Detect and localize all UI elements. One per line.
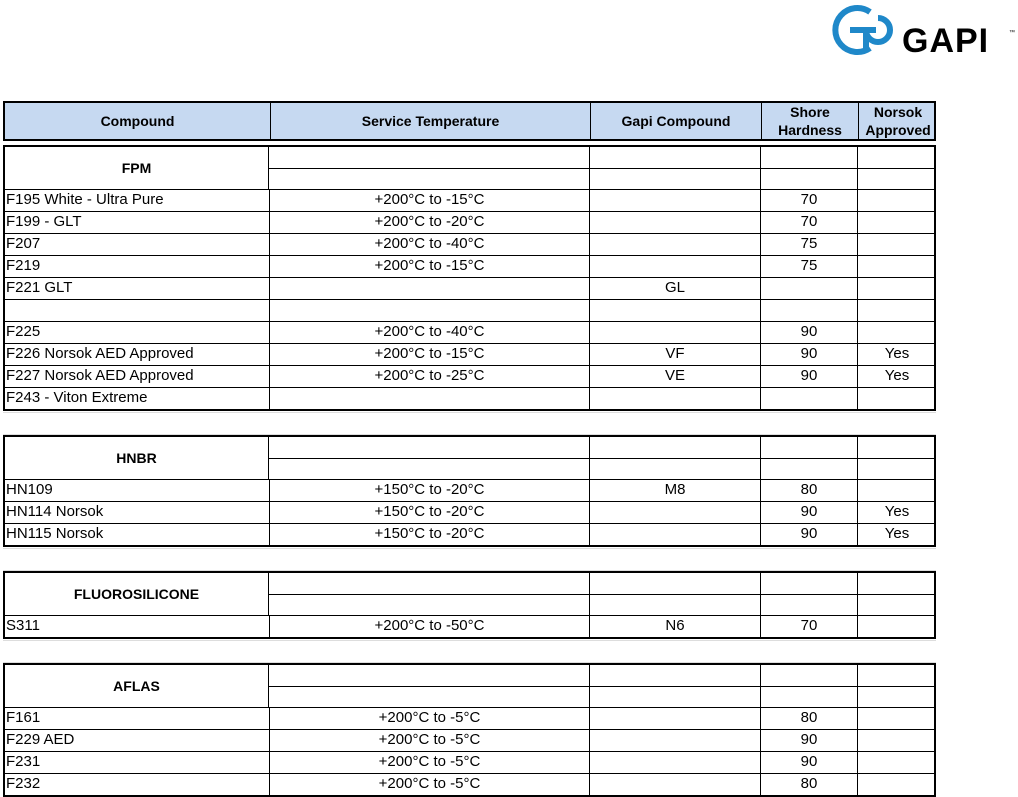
cell-compound: F199 - GLT (6, 213, 82, 230)
cell-gapi-compound (589, 502, 760, 523)
cell-shore-hardness: 70 (760, 190, 857, 211)
blank-cell (589, 687, 760, 708)
cell-shore-hardness: 90 (760, 322, 857, 343)
table-row (5, 615, 934, 637)
cell-gapi-compound (589, 190, 760, 211)
cell-gapi-compound (589, 234, 760, 255)
cell-shore-hardness: 80 (760, 480, 857, 501)
gapi-logo-mark-icon (822, 2, 902, 58)
blank-cell (269, 665, 589, 687)
blank-cell (760, 169, 857, 190)
cell-service-temperature: +200°C to -40°C (269, 234, 589, 255)
section-gap (3, 640, 936, 663)
blank-cell (857, 147, 936, 169)
cell-compound: F221 GLT (6, 279, 73, 296)
blank-cell (760, 147, 857, 169)
cell-shore-hardness: 90 (760, 344, 857, 365)
logo-trademark: ™ (1009, 30, 1015, 36)
blank-cell (857, 665, 936, 687)
gapi-logo (822, 2, 1018, 58)
blank-cell (589, 147, 760, 169)
section-header (5, 573, 934, 615)
table-row (5, 707, 934, 729)
blank-cell (857, 437, 936, 459)
blank-cell (760, 459, 857, 480)
cell-service-temperature: +150°C to -20°C (269, 502, 589, 523)
cell-service-temperature: +200°C to -5°C (269, 708, 589, 729)
cell-compound: F195 White - Ultra Pure (6, 191, 164, 208)
cell-service-temperature (269, 388, 589, 409)
cell-shore-hardness: 70 (760, 212, 857, 233)
header-compound: Compound (100, 113, 175, 129)
blank-cell (269, 437, 589, 459)
table-row (5, 321, 934, 343)
cell-service-temperature: +200°C to -15°C (269, 256, 589, 277)
cell-norsok-approved (857, 388, 936, 409)
cell-service-temperature (269, 300, 589, 321)
cell-compound: HN114 Norsok (6, 503, 104, 520)
cell-compound: F231 (6, 753, 41, 770)
cell-service-temperature (269, 278, 589, 299)
section-fpm (3, 145, 936, 411)
cell-norsok-approved (857, 234, 936, 255)
cell-compound: F219 (6, 257, 41, 274)
table-row (5, 255, 934, 277)
section-header (5, 665, 934, 707)
blank-cell (269, 595, 589, 616)
cell-gapi-compound: VE (589, 366, 760, 387)
cell-gapi-compound (589, 708, 760, 729)
cell-norsok-approved: Yes (857, 366, 936, 387)
blank-cell (269, 459, 589, 480)
section-header (5, 147, 934, 189)
section-title: AFLAS (5, 665, 269, 707)
cell-norsok-approved: Yes (857, 502, 936, 523)
header-norsok-approved: Norsok Approved (858, 103, 937, 139)
blank-cell (589, 459, 760, 480)
cell-gapi-compound (589, 752, 760, 773)
cell-gapi-compound (589, 730, 760, 751)
cell-shore-hardness: 80 (760, 774, 857, 795)
section-header (5, 437, 934, 479)
cell-compound: HN109 (6, 481, 53, 498)
cell-shore-hardness (760, 300, 857, 321)
cell-service-temperature: +200°C to -15°C (269, 344, 589, 365)
cell-service-temperature: +200°C to -5°C (269, 774, 589, 795)
blank-cell (760, 595, 857, 616)
table-row (5, 233, 934, 255)
cell-compound: F229 AED (6, 731, 75, 748)
blank-cell (589, 437, 760, 459)
cell-norsok-approved (857, 774, 936, 795)
table-row (5, 387, 934, 409)
section-title: HNBR (5, 437, 269, 479)
cell-norsok-approved (857, 300, 936, 321)
cell-shore-hardness (760, 278, 857, 299)
cell-gapi-compound (589, 300, 760, 321)
cell-shore-hardness: 90 (760, 752, 857, 773)
cell-shore-hardness: 80 (760, 708, 857, 729)
cell-norsok-approved (857, 278, 936, 299)
cell-shore-hardness (760, 388, 857, 409)
cell-gapi-compound: N6 (589, 616, 760, 637)
blank-cell (760, 573, 857, 595)
table-row (5, 729, 934, 751)
cell-norsok-approved (857, 730, 936, 751)
cell-norsok-approved (857, 190, 936, 211)
blank-cell (269, 573, 589, 595)
header-gapi-compound: Gapi Compound (590, 103, 761, 139)
cell-compound: F243 - Viton Extreme (6, 389, 148, 406)
cell-norsok-approved (857, 480, 936, 501)
cell-shore-hardness: 75 (760, 234, 857, 255)
cell-norsok-approved (857, 322, 936, 343)
cell-gapi-compound: M8 (589, 480, 760, 501)
cell-shore-hardness: 75 (760, 256, 857, 277)
table-row (5, 501, 934, 523)
blank-cell (857, 573, 936, 595)
cell-gapi-compound: GL (589, 278, 760, 299)
logo-text: GAPI (902, 22, 990, 60)
blank-cell (857, 595, 936, 616)
cell-norsok-approved (857, 256, 936, 277)
table-row (5, 773, 934, 795)
cell-compound: F225 (6, 323, 41, 340)
cell-service-temperature: +200°C to -50°C (269, 616, 589, 637)
blank-cell (589, 595, 760, 616)
header-shore-hardness: Shore Hardness (761, 103, 858, 139)
cell-norsok-approved (857, 708, 936, 729)
table-row (5, 365, 934, 387)
section-title: FLUOROSILICONE (5, 573, 269, 615)
blank-cell (760, 687, 857, 708)
table-row (5, 211, 934, 233)
cell-compound: F161 (6, 709, 41, 726)
cell-service-temperature: +200°C to -5°C (269, 730, 589, 751)
cell-norsok-approved: Yes (857, 524, 936, 545)
cell-service-temperature: +200°C to -5°C (269, 752, 589, 773)
cell-compound (5, 300, 269, 321)
cell-norsok-approved: Yes (857, 344, 936, 365)
blank-cell (589, 573, 760, 595)
compound-table (3, 101, 936, 797)
blank-cell (589, 169, 760, 190)
cell-gapi-compound (589, 774, 760, 795)
cell-compound: F227 Norsok AED Approved (6, 367, 194, 384)
cell-gapi-compound (589, 524, 760, 545)
section-fluorosilicone (3, 571, 936, 639)
cell-compound: S311 (6, 617, 40, 634)
section-title: FPM (5, 147, 269, 189)
blank-cell (857, 459, 936, 480)
table-sections (3, 142, 936, 797)
section-hnbr (3, 435, 936, 547)
cell-compound: F226 Norsok AED Approved (6, 345, 194, 362)
blank-cell (589, 665, 760, 687)
table-row (5, 751, 934, 773)
cell-service-temperature: +150°C to -20°C (269, 480, 589, 501)
blank-cell (760, 437, 857, 459)
cell-service-temperature: +150°C to -20°C (269, 524, 589, 545)
cell-norsok-approved (857, 752, 936, 773)
table-row (5, 479, 934, 501)
cell-shore-hardness: 90 (760, 730, 857, 751)
blank-cell (857, 687, 936, 708)
cell-compound: HN115 Norsok (6, 525, 104, 542)
section-gap (3, 412, 936, 435)
cell-gapi-compound (589, 322, 760, 343)
cell-shore-hardness: 90 (760, 524, 857, 545)
cell-compound: F207 (6, 235, 41, 252)
table-row (5, 343, 934, 365)
table-row (5, 277, 934, 299)
table-row (5, 523, 934, 545)
cell-norsok-approved (857, 212, 936, 233)
blank-cell (269, 147, 589, 169)
cell-gapi-compound (589, 256, 760, 277)
cell-service-temperature: +200°C to -40°C (269, 322, 589, 343)
cell-service-temperature: +200°C to -25°C (269, 366, 589, 387)
table-row (5, 299, 934, 321)
cell-norsok-approved (857, 616, 936, 637)
cell-shore-hardness: 90 (760, 366, 857, 387)
header-service-temperature: Service Temperature (270, 103, 590, 139)
cell-shore-hardness: 90 (760, 502, 857, 523)
cell-compound: F232 (6, 775, 41, 792)
cell-service-temperature: +200°C to -15°C (269, 190, 589, 211)
cell-service-temperature: +200°C to -20°C (269, 212, 589, 233)
blank-cell (857, 169, 936, 190)
blank-cell (269, 169, 589, 190)
section-gap (3, 548, 936, 571)
blank-cell (760, 665, 857, 687)
blank-cell (269, 687, 589, 708)
table-row (5, 189, 934, 211)
table-header (3, 101, 936, 141)
cell-gapi-compound: VF (589, 344, 760, 365)
cell-gapi-compound (589, 388, 760, 409)
cell-gapi-compound (589, 212, 760, 233)
cell-shore-hardness: 70 (760, 616, 857, 637)
